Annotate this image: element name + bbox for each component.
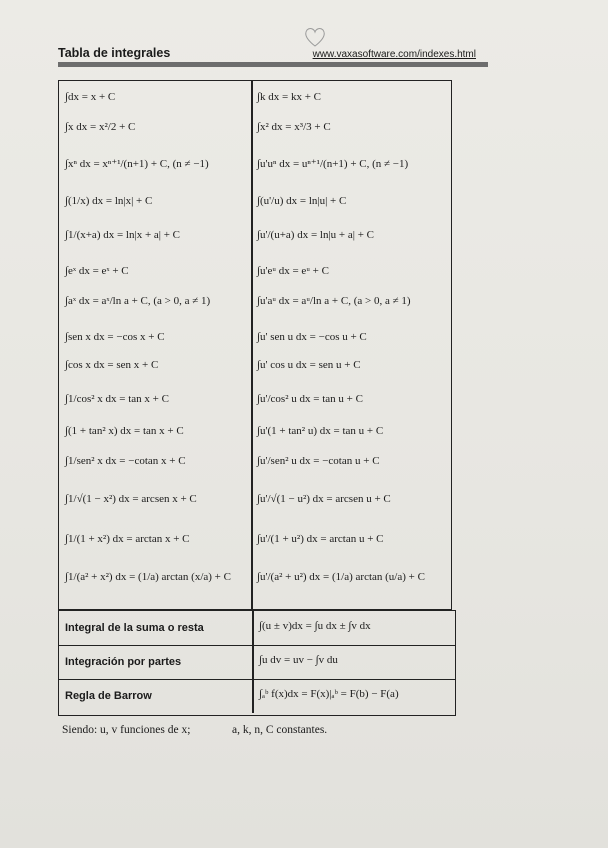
rule-label: Regla de Barrow [65, 690, 152, 702]
integral-formula: ∫k dx = kx + C [257, 91, 322, 103]
rule-label: Integración por partes [65, 656, 182, 668]
rules-table [58, 610, 456, 716]
footer-constants: a, k, n, C constantes. [232, 724, 328, 736]
integral-formula: ∫sen x dx = −cos x + C [65, 331, 165, 343]
footer-siendo: Siendo: u, v funciones de x; [62, 724, 191, 736]
integral-formula: ∫x² dx = x³/3 + C [257, 121, 331, 133]
integral-formula: ∫xⁿ dx = xⁿ⁺¹/(n+1) + C, (n ≠ −1) [65, 158, 209, 170]
rule-divider [252, 645, 254, 679]
integral-formula: ∫eˣ dx = eˣ + C [65, 265, 129, 277]
rule-divider [252, 679, 254, 713]
integral-formula: ∫(1 + tan² x) dx = tan x + C [65, 425, 184, 437]
rule-formula: ∫(u ± v)dx = ∫u dx ± ∫v dx [259, 620, 371, 632]
integral-formula: ∫u'/√(1 − u²) dx = arcsen u + C [257, 493, 391, 505]
integral-formula: ∫1/(a² + x²) dx = (1/a) arctan (x/a) + C [65, 571, 231, 583]
integral-formula: ∫(u'/u) dx = ln|u| + C [257, 195, 347, 207]
integral-formula: ∫1/√(1 − x²) dx = arcsen x + C [65, 493, 197, 505]
integral-formula: ∫u'(1 + tan² u) dx = tan u + C [257, 425, 384, 437]
rule-formula: ∫ₐᵇ f(x)dx = F(x)|ₐᵇ = F(b) − F(a) [259, 688, 399, 700]
integral-formula: ∫1/(1 + x²) dx = arctan x + C [65, 533, 190, 545]
integral-formula: ∫u'eᵘ dx = eᵘ + C [257, 265, 329, 277]
rule-label: Integral de la suma o resta [65, 622, 204, 634]
heart-doodle-icon [302, 24, 328, 50]
rule-formula: ∫u dv = uv − ∫v du [259, 654, 338, 666]
footer-note [62, 724, 328, 736]
integral-formula: ∫u'/sen² u dx = −cotan u + C [257, 455, 380, 467]
rule-row [59, 611, 455, 646]
integral-formula: ∫1/(x+a) dx = ln|x + a| + C [65, 229, 181, 241]
integral-formula: ∫dx = x + C [65, 91, 116, 103]
integral-formula: ∫1/sen² x dx = −cotan x + C [65, 455, 186, 467]
integral-formula: ∫u'/(a² + u²) dx = (1/a) arctan (u/a) + C [257, 571, 425, 583]
integral-formula: ∫aˣ dx = aˣ/ln a + C, (a > 0, a ≠ 1) [65, 295, 211, 307]
integral-formula: ∫u'aᵘ dx = aᵘ/ln a + C, (a > 0, a ≠ 1) [257, 295, 411, 307]
integrals-table [58, 80, 452, 610]
page-title: Tabla de integrales [58, 46, 171, 60]
integral-formula: ∫x dx = x²/2 + C [65, 121, 136, 133]
table-divider [251, 81, 253, 609]
source-url[interactable]: www.vaxasoftware.com/indexes.html [312, 49, 476, 60]
integral-formula: ∫(1/x) dx = ln|x| + C [65, 195, 153, 207]
integral-formula: ∫u'/(1 + u²) dx = arctan u + C [257, 533, 384, 545]
integral-formula: ∫cos x dx = sen x + C [65, 359, 159, 371]
integral-formula: ∫u'/(u+a) dx = ln|u + a| + C [257, 229, 375, 241]
page-header [58, 46, 490, 62]
rule-divider [252, 611, 254, 645]
integral-formula: ∫u' cos u dx = sen u + C [257, 359, 361, 371]
integral-formula: ∫u'/cos² u dx = tan u + C [257, 393, 363, 405]
integral-formula: ∫1/cos² x dx = tan x + C [65, 393, 169, 405]
rule-row [59, 679, 455, 713]
rule-row [59, 645, 455, 680]
integral-formula: ∫u' sen u dx = −cos u + C [257, 331, 367, 343]
header-rule [58, 62, 488, 67]
integral-formula: ∫u'uⁿ dx = uⁿ⁺¹/(n+1) + C, (n ≠ −1) [257, 158, 409, 170]
